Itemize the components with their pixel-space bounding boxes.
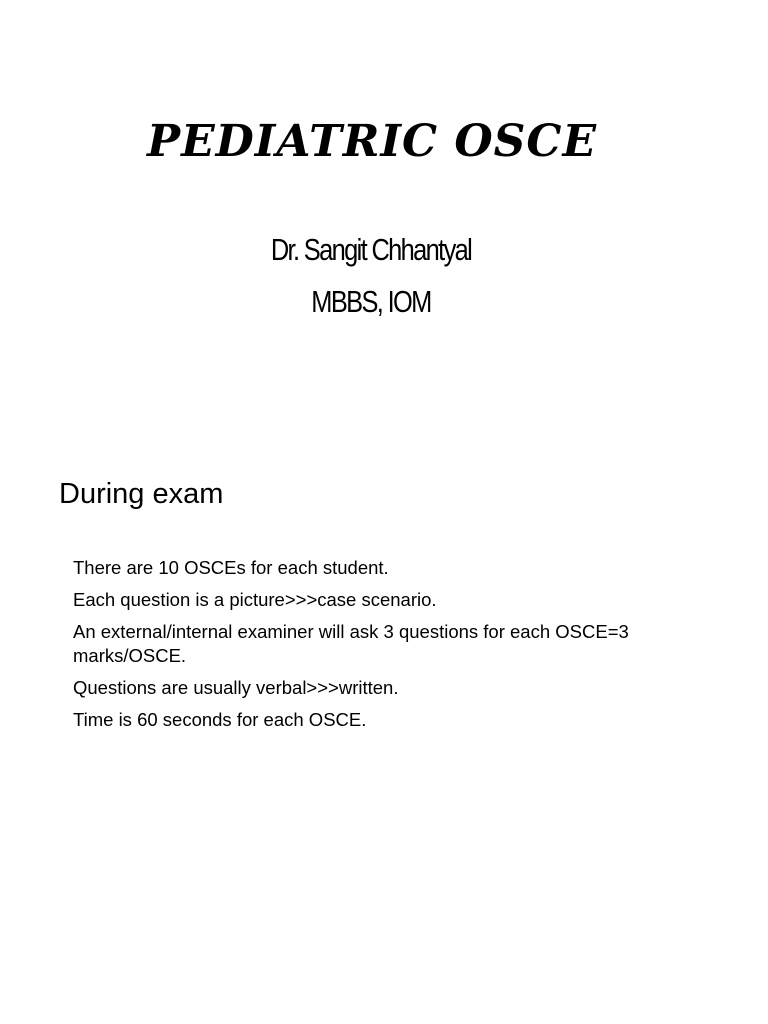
list-item: An external/internal examiner will ask 3 questions for each OSCE=3 marks/OSCE. bbox=[73, 621, 629, 666]
list-item: Questions are usually verbal>>>written. bbox=[73, 677, 399, 698]
author-name: Dr. Sangit Chhantyal bbox=[270, 232, 472, 267]
list-item: Time is 60 seconds for each OSCE. bbox=[73, 709, 367, 730]
list-item: Each question is a picture>>>case scenario. bbox=[73, 589, 437, 610]
exam-points-list bbox=[73, 556, 713, 740]
section-heading: During exam bbox=[59, 478, 224, 510]
author-degree: MBBS, IOM bbox=[311, 284, 431, 319]
page-title: PEDIATRIC OSCE bbox=[147, 116, 597, 167]
list-item: There are 10 OSCEs for each student. bbox=[73, 557, 389, 578]
